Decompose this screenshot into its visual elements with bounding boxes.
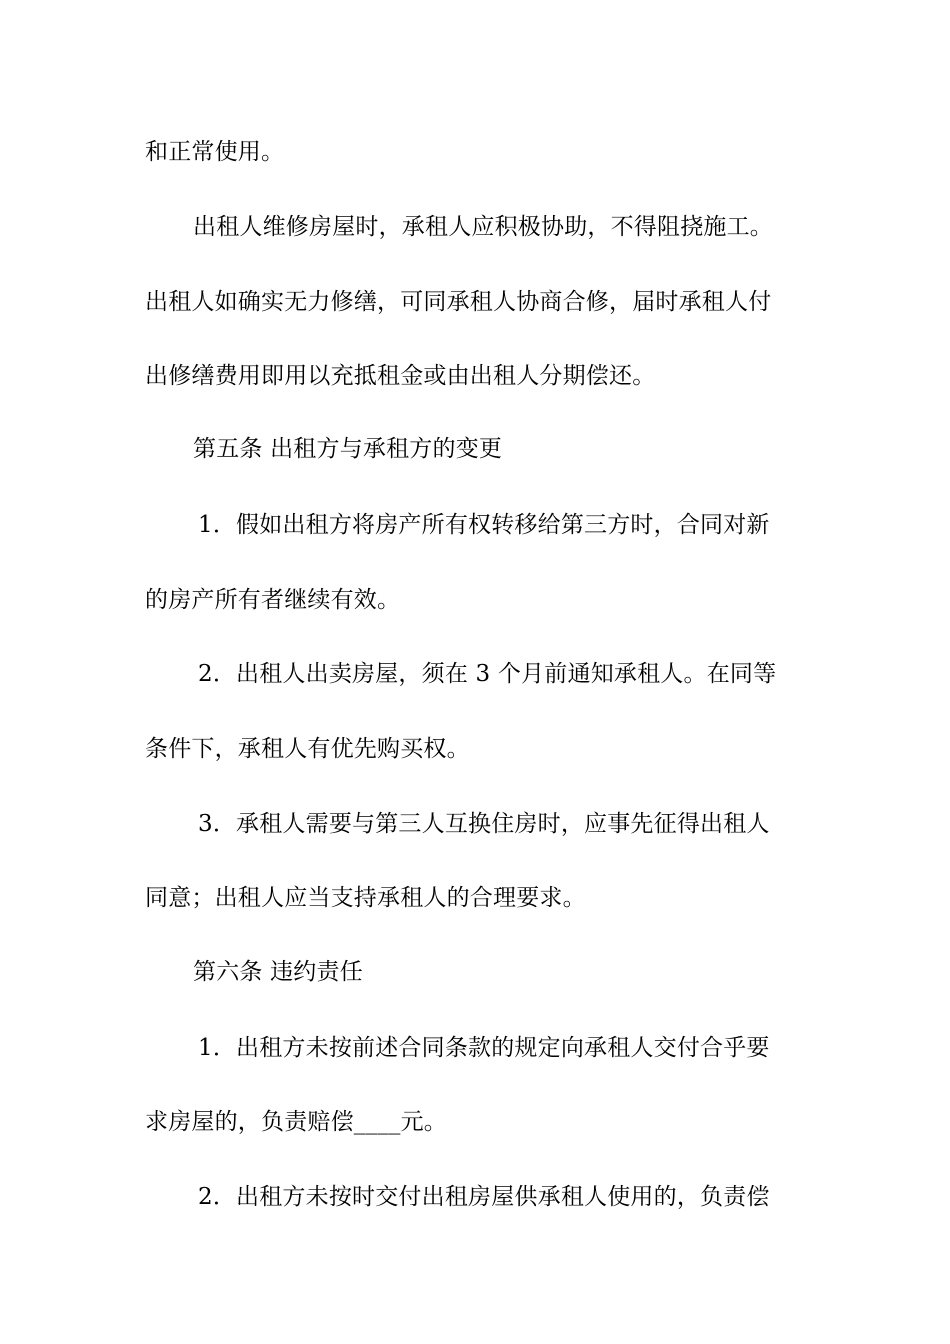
paragraph-line: 的房产所有者继续有效。 (145, 587, 401, 613)
paragraph-line: 和正常使用。 (145, 139, 285, 165)
list-item: 1．假如出租方将房产所有权转移给第三方时，合同对新 (198, 512, 770, 538)
list-item: 3．承租人需要与第三人互换住房时，应事先征得出租人 (198, 811, 770, 837)
paragraph-line: 出修缮费用即用以充抵租金或由出租人分期偿还。 (145, 363, 656, 389)
paragraph-line: 出租人维修房屋时，承租人应积极协助，不得阻挠施工。 (193, 214, 773, 240)
list-item: 1．出租方未按前述合同条款的规定向承租人交付合乎要 (198, 1035, 770, 1061)
paragraph-line: 条件下，承租人有优先购买权。 (145, 736, 470, 762)
list-item: 2．出租方未按时交付出租房屋供承租人使用的，负责偿 (198, 1184, 770, 1210)
list-item: 2．出租人出卖房屋，须在 3 个月前通知承租人。在同等 (198, 661, 777, 687)
section-heading: 第六条 违约责任 (193, 959, 363, 985)
paragraph-line: 同意；出租人应当支持承租人的合理要求。 (145, 885, 586, 911)
section-heading: 第五条 出租方与承租方的变更 (193, 436, 503, 462)
paragraph-line: 求房屋的，负责赔偿____元。 (145, 1109, 447, 1135)
paragraph-line: 出租人如确实无力修缮，可同承租人协商合修，届时承租人付 (145, 289, 772, 315)
